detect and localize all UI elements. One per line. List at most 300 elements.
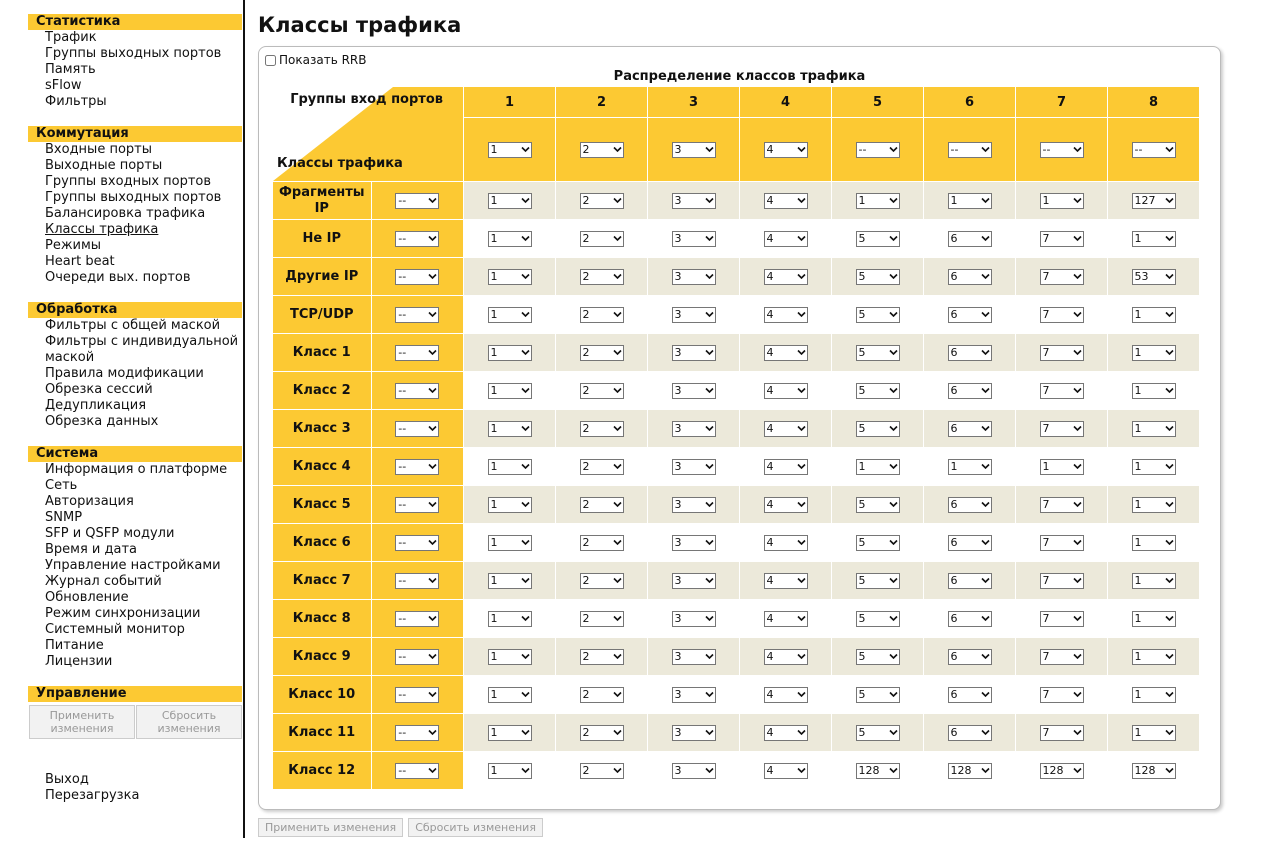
class-select[interactable] [488,345,532,361]
row-label: Класс 3 [273,410,372,448]
column-group-select[interactable] [1132,142,1176,158]
chevron-down-icon [521,767,530,774]
class-select[interactable] [764,573,808,589]
chevron-down-icon [521,235,530,242]
class-select[interactable] [672,383,716,399]
class-select[interactable] [488,725,532,741]
class-select[interactable] [948,459,992,475]
class-select-value: 5 [858,649,866,663]
column-group-select-value: 4 [766,142,774,156]
class-select-value: 1 [950,193,958,207]
class-select[interactable] [856,573,900,589]
table-cell [648,638,740,676]
reset-changes-button[interactable]: Сбросить изменения [408,818,543,837]
chevron-down-icon [705,501,714,508]
class-select[interactable] [672,725,716,741]
class-select-value: 2 [582,307,590,321]
class-select[interactable] [672,687,716,703]
class-select[interactable] [488,383,532,399]
sidebar-item[interactable]: Выходные порты [45,158,163,173]
row-select[interactable] [395,307,439,323]
logout-link[interactable]: Выход [45,772,89,787]
row-select[interactable] [395,269,439,285]
reboot-link[interactable]: Перезагрузка [45,788,140,803]
row-select[interactable] [395,725,439,741]
column-header: 3 [648,87,740,118]
row-select[interactable] [395,573,439,589]
class-select[interactable] [856,725,900,741]
class-select[interactable] [1040,193,1084,209]
class-select[interactable] [488,231,532,247]
class-select[interactable] [764,383,808,399]
class-select[interactable] [1040,269,1084,285]
class-select-value: 2 [582,497,590,511]
sidebar-item[interactable]: Авторизация [45,494,134,509]
sidebar-item[interactable]: Режимы [45,238,102,253]
class-select[interactable] [764,725,808,741]
class-select[interactable] [672,611,716,627]
class-select[interactable] [856,307,900,323]
class-select[interactable] [672,421,716,437]
row-select[interactable] [395,687,439,703]
chevron-down-icon [705,387,714,394]
class-select[interactable] [764,687,808,703]
table-row [273,562,1200,600]
chevron-down-icon [613,349,622,356]
class-select[interactable] [856,763,900,779]
table-cell [556,676,648,714]
class-select[interactable] [1132,497,1176,513]
class-select[interactable] [856,649,900,665]
show-rrb-toggle[interactable] [265,53,367,67]
class-select[interactable] [1132,649,1176,665]
class-select[interactable] [948,231,992,247]
sidebar-section-items [28,30,242,110]
class-select[interactable] [488,269,532,285]
sidebar-item[interactable]: Управление настройками [45,558,221,573]
class-select[interactable] [1040,497,1084,513]
table-row [273,410,1200,448]
class-select[interactable] [1132,307,1176,323]
class-select[interactable] [764,459,808,475]
column-group-select-value: -- [1042,142,1051,156]
chevron-down-icon [521,425,530,432]
column-group-select[interactable] [764,142,808,158]
chevron-down-icon [1073,539,1082,546]
sidebar-item[interactable]: Фильтры с индивидуальной маской [45,334,239,365]
row-select[interactable] [395,193,439,209]
sidebar-item[interactable]: Группы выходных портов [45,46,222,61]
class-select[interactable] [764,193,808,209]
class-select-value: 2 [582,383,590,397]
class-select[interactable] [764,345,808,361]
class-select-value: 1 [490,459,498,473]
class-select[interactable] [1132,611,1176,627]
table-cell [740,524,832,562]
chevron-down-icon [428,425,437,432]
class-select[interactable] [1132,763,1176,779]
column-group-select[interactable] [1040,142,1084,158]
sidebar-apply-button[interactable]: Применить изменения [29,705,135,739]
chevron-down-icon [797,577,806,584]
table-cell [464,676,556,714]
column-group-cell [740,118,832,182]
sidebar-item[interactable]: Фильтры с общей маской [45,318,221,333]
chevron-down-icon [797,539,806,546]
sidebar-item[interactable]: Правила модификации [45,366,204,381]
sidebar-item[interactable]: Лицензии [45,654,113,669]
apply-changes-button[interactable]: Применить изменения [258,818,403,837]
class-select[interactable] [488,687,532,703]
sidebar-item[interactable]: Питание [45,638,104,653]
column-group-select[interactable] [948,142,992,158]
table-row [273,600,1200,638]
class-select[interactable] [672,459,716,475]
chevron-down-icon [797,273,806,280]
class-select[interactable] [948,421,992,437]
chevron-down-icon [797,311,806,318]
class-select[interactable] [856,269,900,285]
class-select[interactable] [1132,459,1176,475]
class-select-value: 1 [490,193,498,207]
class-select[interactable] [856,535,900,551]
class-select-value: 4 [766,231,774,245]
class-select[interactable] [764,763,808,779]
class-select[interactable] [672,535,716,551]
sidebar-item[interactable]: Обрезка сессий [45,382,153,397]
sidebar-item[interactable]: Очереди вых. портов [45,270,191,285]
class-select[interactable] [764,649,808,665]
row-select[interactable] [395,459,439,475]
class-select[interactable] [1040,345,1084,361]
class-select[interactable] [856,687,900,703]
class-select[interactable] [856,421,900,437]
class-select[interactable] [1040,421,1084,437]
table-cell [832,258,924,296]
chevron-down-icon [1073,463,1082,470]
sidebar-item[interactable]: Обрезка данных [45,414,159,429]
table-cell [740,714,832,752]
class-select-value: 5 [858,535,866,549]
class-select[interactable] [1132,573,1176,589]
class-select[interactable] [1040,611,1084,627]
class-select[interactable] [580,687,624,703]
class-select[interactable] [948,649,992,665]
class-select[interactable] [580,193,624,209]
class-select[interactable] [580,497,624,513]
class-select[interactable] [856,345,900,361]
sidebar-item[interactable]: Память [45,62,96,77]
class-select[interactable] [1132,269,1176,285]
row-select[interactable] [395,345,439,361]
chevron-down-icon [705,615,714,622]
row-select[interactable] [395,611,439,627]
table-cell [1108,334,1200,372]
class-select-value: 2 [582,345,590,359]
sidebar-reset-button[interactable]: Сбросить изменения [136,705,242,739]
row-select-value: -- [398,383,407,397]
sidebar-item[interactable]: sFlow [45,78,82,93]
show-rrb-checkbox[interactable] [265,55,276,66]
class-select[interactable] [672,307,716,323]
row-select[interactable] [395,763,439,779]
table-cell [832,334,924,372]
class-select[interactable] [856,497,900,513]
class-select[interactable] [488,763,532,779]
table-cell [740,372,832,410]
class-select[interactable] [580,307,624,323]
sidebar-item[interactable]: Группы входных портов [45,174,212,189]
row-select[interactable] [395,421,439,437]
class-select[interactable] [1132,383,1176,399]
class-select[interactable] [1040,687,1084,703]
chevron-down-icon [705,235,714,242]
table-cell [832,448,924,486]
sidebar-item[interactable]: Классы трафика [45,222,159,237]
sidebar-item[interactable]: SNMP [45,510,83,525]
column-group-cell [924,118,1016,182]
class-select[interactable] [856,193,900,209]
class-select[interactable] [488,421,532,437]
table-cell [556,600,648,638]
class-select[interactable] [488,535,532,551]
sidebar-item[interactable]: Время и дата [45,542,138,557]
class-select[interactable] [948,269,992,285]
class-select[interactable] [580,763,624,779]
class-select[interactable] [1040,459,1084,475]
chevron-down-icon [521,349,530,356]
row-select[interactable] [395,497,439,513]
class-select[interactable] [948,687,992,703]
table-cell [1108,752,1200,790]
class-select[interactable] [580,421,624,437]
class-select[interactable] [488,611,532,627]
sidebar-item[interactable]: Балансировка трафика [45,206,206,221]
class-select[interactable] [488,497,532,513]
class-select[interactable] [488,649,532,665]
class-select[interactable] [672,573,716,589]
class-select-value: 1 [490,611,498,625]
column-group-cell [648,118,740,182]
sidebar-section [28,126,242,286]
table-cell [740,600,832,638]
chevron-down-icon [705,273,714,280]
class-select[interactable] [764,231,808,247]
chevron-down-icon [1165,729,1174,736]
row-select[interactable] [395,231,439,247]
row-select-cell [371,372,463,410]
class-select[interactable] [948,383,992,399]
class-select-value: 3 [674,307,682,321]
class-select[interactable] [948,535,992,551]
chevron-down-icon [981,691,990,698]
class-select-value: 2 [582,611,590,625]
class-select-value: 7 [1042,535,1050,549]
sidebar-item[interactable]: Heart beat [45,254,115,269]
column-group-select[interactable] [856,142,900,158]
column-group-select[interactable] [672,142,716,158]
class-select[interactable] [672,193,716,209]
class-select[interactable] [764,497,808,513]
table-cell [1016,372,1108,410]
row-select-value: -- [398,459,407,473]
class-select[interactable] [948,763,992,779]
class-select[interactable] [580,573,624,589]
class-select[interactable] [948,307,992,323]
column-group-select[interactable] [488,142,532,158]
chevron-down-icon [889,146,898,153]
class-select-value: 1 [490,307,498,321]
class-select[interactable] [488,459,532,475]
chevron-down-icon [889,767,898,774]
class-select[interactable] [1040,763,1084,779]
class-select[interactable] [764,307,808,323]
class-select[interactable] [856,459,900,475]
class-select[interactable] [1132,193,1176,209]
class-select-value: 6 [950,611,958,625]
class-select[interactable] [1132,345,1176,361]
class-select[interactable] [856,231,900,247]
form-buttons [258,818,543,837]
table-row [273,714,1200,752]
class-select[interactable] [856,611,900,627]
chevron-down-icon [981,539,990,546]
class-select-value: 5 [858,573,866,587]
row-select[interactable] [395,535,439,551]
class-select[interactable] [1040,383,1084,399]
class-select-value: 6 [950,307,958,321]
class-select[interactable] [580,231,624,247]
class-select[interactable] [1040,649,1084,665]
sidebar-item[interactable]: Входные порты [45,142,152,157]
class-select[interactable] [948,725,992,741]
class-select[interactable] [1132,687,1176,703]
row-select-value: -- [398,345,407,359]
class-select[interactable] [764,535,808,551]
table-cell [648,524,740,562]
row-select-cell [371,562,463,600]
row-label: Фрагменты IP [273,182,372,220]
class-select[interactable] [948,345,992,361]
chevron-down-icon [1165,311,1174,318]
class-select[interactable] [672,345,716,361]
class-select[interactable] [948,497,992,513]
class-select[interactable] [580,611,624,627]
class-select[interactable] [948,193,992,209]
class-select[interactable] [672,763,716,779]
class-select[interactable] [948,573,992,589]
sidebar-item[interactable]: Группы выходных портов [45,190,222,205]
chevron-down-icon [613,767,622,774]
class-select[interactable] [764,421,808,437]
sidebar-item[interactable]: Обновление [45,590,129,605]
class-select[interactable] [672,269,716,285]
class-select[interactable] [488,307,532,323]
class-select-value: 1 [858,193,866,207]
chevron-down-icon [613,463,622,470]
chevron-down-icon [1073,653,1082,660]
class-select[interactable] [1132,535,1176,551]
class-select-value: 1 [1134,725,1142,739]
class-select-value: 2 [582,535,590,549]
sidebar-item[interactable]: Дедупликация [45,398,147,413]
chevron-down-icon [889,387,898,394]
table-cell [464,714,556,752]
sidebar-item[interactable]: Режим синхронизации [45,606,201,621]
table-cell [1016,410,1108,448]
class-select[interactable] [1040,573,1084,589]
class-select[interactable] [1132,421,1176,437]
class-select[interactable] [1132,231,1176,247]
sidebar-item[interactable]: Фильтры [45,94,107,109]
class-select[interactable] [580,725,624,741]
row-select[interactable] [395,383,439,399]
class-select[interactable] [1132,725,1176,741]
row-label: Класс 6 [273,524,372,562]
class-select-value: 1 [490,687,498,701]
class-select-value: 7 [1042,573,1050,587]
class-select[interactable] [1040,725,1084,741]
class-select-value: 5 [858,687,866,701]
sidebar-item[interactable]: Сеть [45,478,78,493]
class-select-value: 1 [1134,231,1142,245]
class-select[interactable] [580,269,624,285]
header-row [273,87,1200,118]
class-select-value: 6 [950,687,958,701]
class-select[interactable] [672,649,716,665]
class-select-value: 5 [858,231,866,245]
chevron-down-icon [797,235,806,242]
class-select-value: 1 [490,421,498,435]
class-select[interactable] [580,535,624,551]
column-group-select[interactable] [580,142,624,158]
class-select[interactable] [1040,307,1084,323]
chevron-down-icon [1165,273,1174,280]
sidebar-item[interactable]: Информация о платформе [45,462,228,477]
class-select[interactable] [580,383,624,399]
class-select-value: 6 [950,421,958,435]
chevron-down-icon [613,539,622,546]
chevron-down-icon [521,197,530,204]
table-cell [464,486,556,524]
class-select[interactable] [1040,231,1084,247]
row-select[interactable] [395,649,439,665]
chevron-down-icon [889,463,898,470]
class-select[interactable] [948,611,992,627]
sidebar-item[interactable]: Журнал событий [45,574,162,589]
table-cell [832,296,924,334]
class-select[interactable] [672,231,716,247]
sidebar-item[interactable]: Трафик [45,30,97,45]
class-select[interactable] [488,573,532,589]
class-select[interactable] [764,269,808,285]
sidebar-item[interactable]: SFP и QSFP модули [45,526,175,541]
class-select[interactable] [488,193,532,209]
table-cell [1016,486,1108,524]
chevron-down-icon [521,501,530,508]
class-select[interactable] [764,611,808,627]
sidebar-item[interactable]: Системный монитор [45,622,185,637]
chevron-down-icon [889,311,898,318]
chevron-down-icon [981,767,990,774]
class-select[interactable] [580,345,624,361]
class-select[interactable] [580,649,624,665]
class-select-value: 6 [950,345,958,359]
class-select[interactable] [672,497,716,513]
class-select[interactable] [580,459,624,475]
class-select[interactable] [856,383,900,399]
class-select[interactable] [1040,535,1084,551]
